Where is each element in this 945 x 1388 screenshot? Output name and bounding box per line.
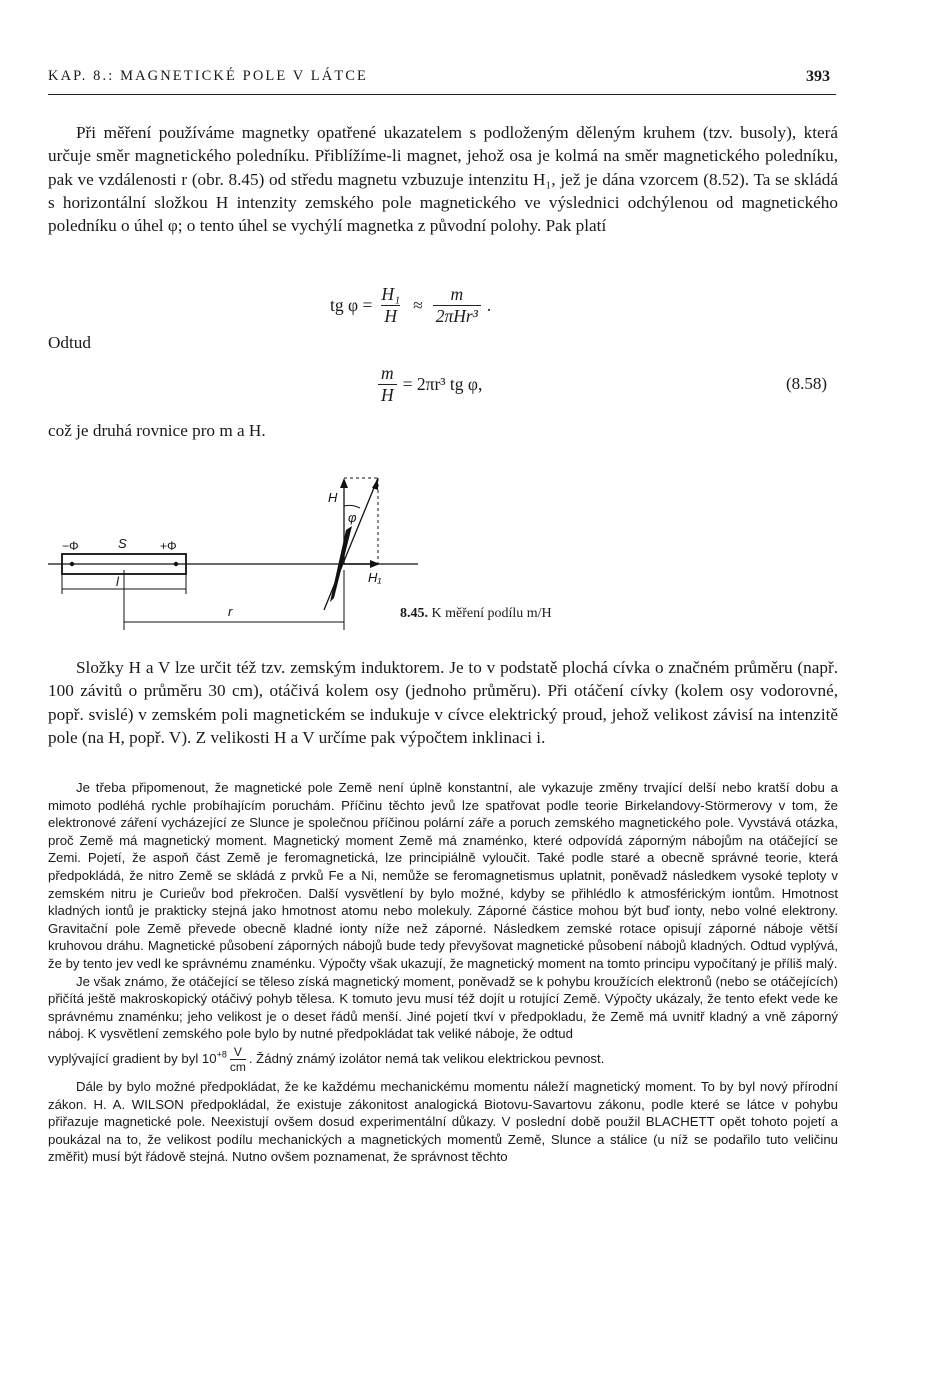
eq1-end: . [486,295,492,315]
eq1-fraction-1 [378,284,403,327]
page-number: 393 [806,68,830,85]
paragraph-2: Složky H a V lze určit též tzv. zemským induktorem. Je to v podstatě plochá cívka o značném průměru (např. 100 závitů o průměru 30 cm), otáčivá kolem osy (jednoho průměru). Při otáčení cívky (kolem osy vodorovné, popř. svislé) v zemském poli magnetickém se indukuje v cívce elektrický proud, jehož velikost závisí na intenzitě pole (na H, popř. V). Z velikosti H a V určíme pak výpočtem inklinaci i. [48,658,838,747]
equation-2 [372,363,482,406]
running-title: KAP. 8.: MAGNETICKÉ POLE V LÁTCE [48,68,369,84]
paragraph-2-block [48,656,838,749]
eq2-frac-den: H [378,384,397,406]
gradient-unit-num: V [233,1044,242,1059]
magnet-pole-left [70,562,74,566]
small-paragraph-3: Dále by bylo možné předpokládat, že ke každému mechanickému momentu náleží magnetický moment. To by byl nový přírodní zákon. H. A. WILSON předpokládal, že existuje zákonitost analogická Biotovu-Savartovu zákonu, podle které se látce v pohybu přiřazuje magnetické pole. Neexistují ovšem dosud experimentální důkazy. V poslední době použil BLACHETT opět tohoto pojetí a poukázal na to, že velikost podílu mechanických a magnetických momentů Země, Slunce a stálice (u níž se podařilo tuto veličinu změřit) musí být řádově stejná. Nutno ovšem poznamenat, že správnost těchto [48,1078,838,1165]
gradient-unit-fraction [230,1045,246,1074]
label-H: H [328,490,338,505]
gradient-text-pre: vyplývající gradient by byl 10 [48,1050,217,1066]
eq2-rhs: = 2πr³ tg φ, [402,374,483,394]
eq1-approx: ≈ [413,295,423,315]
label-plus-phi: +Φ [160,539,177,553]
gradient-exponent: +8 [216,1049,227,1060]
caption-number: 8.45. [400,606,428,621]
odtud-text: Odtud [48,333,91,352]
magnet-pole-right [174,562,178,566]
label-minus-phi: −Φ [62,539,79,553]
eq1-frac1-num: H₁ [381,284,401,304]
label-r: r [228,604,233,619]
vector-H-arrowhead [340,478,348,488]
eq1-frac2-den: 2πHr³ [433,305,481,327]
angle-phi-arc [344,505,360,508]
eq2-fraction [378,363,397,406]
small-print-block [48,779,838,1166]
eq1-lhs: tg φ = [330,295,373,315]
eq2-frac-num: m [381,363,394,383]
after-equation-text: což je druhá rovnice pro m a H. [48,421,266,440]
gradient-text-post: . Žádný známý izolátor nemá tak velikou elektrickou pevnost. [248,1050,605,1066]
eq1-frac2-num: m [450,284,464,304]
eq1-frac1-den: H [381,305,400,327]
vector-H1-arrowhead [370,560,380,568]
header-rule [48,94,836,95]
label-S: S [118,536,127,551]
figure-caption [400,606,552,622]
paragraph-1: Při měření používáme magnetky opatřené ukazatelem s podloženým děleným kruhem (tzv. busoly), která určuje směr magnetického poledníku. Přiblížíme-li magnet, jehož osa je kolmá na směr magnetického poledníku, pak ve vzdálenosti r (obr. 8.45) od středu magnetu vzbuzuje intenzitu H₁, jež je dána vzorcem (8.52). Ta se skládá s horizontální složkou H intenzity zemského pole magnetického ve výslednici odchýlenou od magnetického poledníku o úhel φ; o tento úhel se vychýlí magnetka z původní polohy. Pak platí [48,123,838,236]
small-paragraph-1: Je třeba připomenout, že magnetické pole Země není úplně konstantní, ale vykazuje změny trvající delší nebo kratší dobu a mimoto podléhá rychle probíhajícím poruchám. Příčinu těchto jevů lze spatřovat podle teorie Birkelandovy-Störmerovy v tom, že elektronové záření vycházející ze Slunce je společnou příčinou polární záře a poruch zemského magnetického pole. Vyvstává otázka, proč Země má magnetický moment. Magnetický moment Země má znaménko, které odpovídá záporným nábojům na otáčející se Zemi. Pojetí, že aspoň část Země je feromagnetická, lze principiálně vyloučit. Také podle staré a obecně správné teorie, která předpokládá, že nitro Země se skládá z prvků Fe a Ni, nemůže se feromagnetismus uplatnit, poněvadž následkem vysoké teploty v zemském nitru je Curieův bod překročen. Další vysvětlení by bylo možné, kdyby se přihlédlo k atmosférickým iontům. Hmotnost kladných iontů je prakticky stejná jako hmotnost atomu nebo molekuly. Záporné částice mohou být buď ionty, nebo volné elektrony. Gravitační pole Země převede obecně kladné ionty níže než záporné. Následkem zemské rotace opisují záporné náboje větší kruhovou dráhu. Magnetické působení záporných nábojů bude tedy převyšovat magnetické působení nábojů kladných. Odtud vyplývá, že by tento jev vedl ke správnému znaménku. Výpočty však ukazují, že magnetický moment na tomto principu vypočítaný je příliš malý. [48,780,838,971]
small-paragraph-2a: Je však známo, že otáčející se těleso získá magnetický moment, poněvadž se k pohybu kroužících elektronů (nebo se otáčejících) přičítá ještě makroskopický otáčivý pohyb tělesa. K tomuto jevu musí též dojít u rotující Země. Výpočty ukázaly, že tento efekt vede ke správnému znaménku; jeho velikost je o deset řádů menší. Jiné pojetí tkví v předpokladu, že Země má uvnitř kladný a vně záporný náboj. K vysvětlení zemského pole bylo by nutné předpokládat tak veliké náboje, že odtud [48,973,838,1042]
equation-2-number: (8.58) [786,374,828,393]
label-l: l [116,574,119,589]
gradient-unit-den: cm [229,1059,246,1074]
equation-1 [330,284,491,327]
resultant-arrowhead [372,478,378,490]
label-H1: H₁ [368,570,382,585]
caption-text: K měření podílu m/H [431,606,552,621]
eq1-fraction-2 [433,284,481,327]
small-paragraph-2b [48,1045,838,1074]
paragraph-1-block [48,121,838,237]
label-phi: φ [348,510,357,525]
